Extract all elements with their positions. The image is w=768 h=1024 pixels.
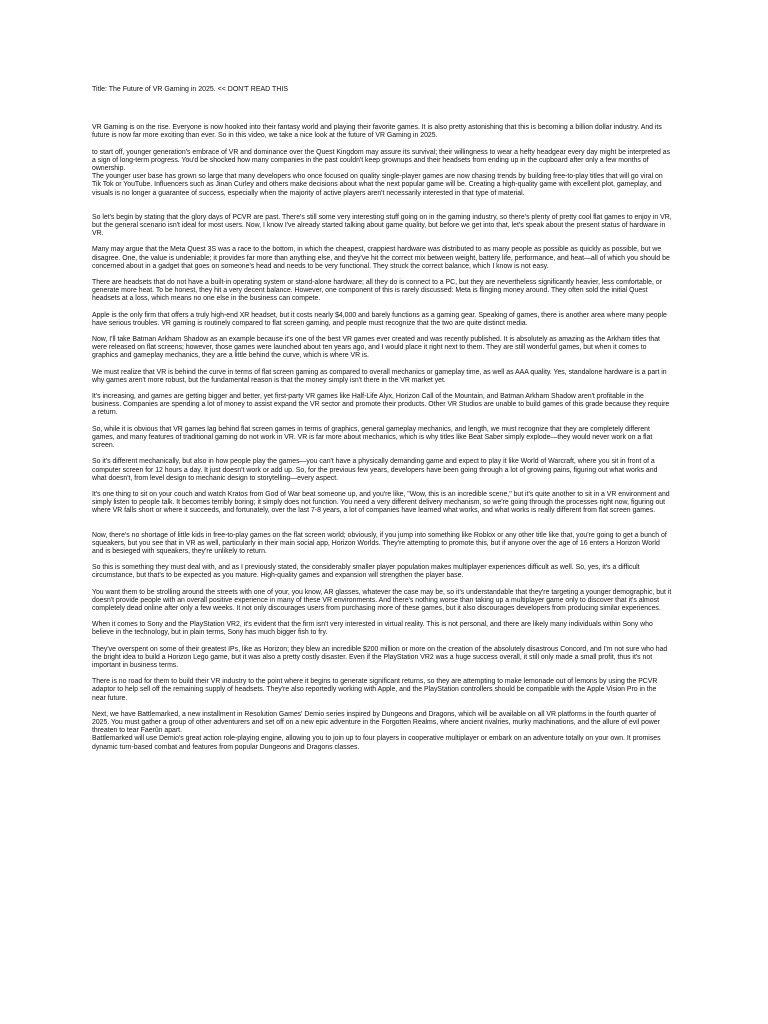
paragraph-apple: Apple is the only firm that offers a truly high-end XR headset, but it costs nearly $4,000 and barely functions as a gaming gear. Speaking of games, there is another area where many people have serious troubles. VR gaming is routinely compared to flat screen gaming, and people must recognize that the two are quite distinct media. <box>92 311 667 327</box>
paragraph-sony: When it comes to Sony and the PlayStation VR2, it's evident that the firm isn't very interested in virtual reality. This is not personal, and there are likely many individuals within Sony who believe in the technology, but in plain terms, Sony has much bigger fish to fry. <box>92 621 653 637</box>
paragraph-battlemarked <box>92 711 672 752</box>
document-title: Title: The Future of VR Gaming in 2025. << DON'T READ THIS <box>92 86 288 93</box>
paragraph-first-party-games: It's increasing, and games are getting bigger and better, yet first-party VR games like Half-Life Alyx, Horizon Call of the Mountain, and Batman Arkham Shadow aren't profitable in the business. Companies are spending a lot of money to assist expand the VR sector and promote their products. Other VR Studios are unable to build games of this grade because they require a return. <box>92 393 670 417</box>
document-page <box>92 86 672 760</box>
paragraph-pcvr-adaptor: There is no road for them to build their VR industry to the point where it begins to generate significant returns, so they are attempting to make lemonade out of lemons by using the PCVR adaptor to help sell off the remaining supply of headsets. They're also reportedly working with Apple, and the PlayStation controllers should be compatible with the Apple Vision Pro in the near future. <box>92 678 658 702</box>
paragraph-overspent: They've overspent on some of their greatest IPs, like as Horizon; they blew an incredible $200 million or more on the creation of the absolutely disastrous Concord, and I'm not sure who had the bright idea to build a Horizon Lego game, but it was also a pretty costly disaster. Even if the PlayStation VR2 was a huge success overall, it still only made a small profit, thus it's not important in business terms. <box>92 645 668 669</box>
paragraph-younger-generation-part-2: The younger user base has grown so large that many developers who once focused on quality single-player games are now chasing trends by building free-to-play titles that will go viral on Tik Tok or YouTube. Influencers such as Jinan Curley and others make decisions about what the next popular game will be. Creating a high-quality game with excellent plot, gameplay, and visuals is no longer a guarantee of success, especially when the majority of active players aren't necessarily interested in that type of material. <box>92 173 663 197</box>
paragraph-mechanics: So it's different mechanically, but also in how people play the games—you can't have a physically demanding game and expect to play it like World of Warcraft, where you sit in front of a computer screen for 12 hours a day. It just doesn't work or add up. So, for the previous few years, developers have been going through a lot of growing pains, figuring out what works and what doesn't, from level design to mechanic design to storytelling—every aspect. <box>92 458 658 482</box>
paragraph-battlemarked-part-2: Battlemarked will use Demio's great action role-playing engine, allowing you to join up to four players in cooperative multiplayer or embark on an adventure totally on your own. It promises dynamic turn-based combat and features from popular Dungeons and Dragons classes. <box>92 735 661 751</box>
paragraph-kratos: It's one thing to sit on your couch and watch Kratos from God of War beat someone up, and you're like, "Wow, this is an incredible scene," but it's quite another to sit in a VR environment and simply listen to people talk. It becomes terribly boring; it simply does not function. You need a very different delivery mechanism, so we're going through the processes right now, figuring out where VR falls short or where it succeeds, and fortunately, over the last 7-8 years, a lot of companies have learned what works, and what works is really different from flat screen games. <box>92 490 670 515</box>
paragraph-intro: VR Gaming is on the rise. Everyone is now hooked into their fantasy world and playing their favorite games. It is also pretty astonishing that this is becoming a billion dollar industry. And its future is now far more exciting than ever. So in this video, we take a nice look at the future of VR Gaming in 2025. <box>92 124 662 140</box>
paragraph-squeakers: Now, there's no shortage of little kids in free-to-play games on the flat screen world; obviously, if you jump into something like Roblox or any other title like that, you're going to get a bunch of squeakers, but you see that in VR as well, particularly in their main social app, Horizon Worlds. They're attempting to promote this, but if anyone over the age of 16 enters a Horizon World and is besieged with squeakers, they're unlikely to return. <box>92 531 667 555</box>
paragraph-multiplayer: So this is something they must deal with, and as I previously stated, the considerably smaller player population makes multiplayer experiences difficult as well. So, yes, it's a difficult circumstance, but that's to be expected as you mature. High-quality games and expansion will strengthen the player base. <box>92 564 640 580</box>
paragraph-pc-headsets: There are headsets that do not have a built-in operating system or stand-alone hardware; all they do is connect to a PC, but they are nevertheless significantly heavier, less comfortable, or generate more heat. To be honest, they hit a very decent balance. However, one component of this is rarely discussed: Meta is flinging money around. They often sold the initial Quest headsets at a loss, which means no one else in the business can compete. <box>92 279 662 303</box>
paragraph-vr-behind-curve: We must realize that VR is behind the curve in terms of flat screen gaming as compared to overall mechanics or gameplay time, as well as AAA quality. Yes, standalone hardware is a part in why games aren't more robust, but the fundamental reason is that the money simply isn't there in the VR market yet. <box>92 368 667 384</box>
paragraph-batman-arkham-shadow: Now, I'll take Batman Arkham Shadow as an example because it's one of the best VR games ever created and was recently published. It is absolutely as amazing as the Arkham titles that were released on flat screens; however, those games were launched about ten years ago, and I would place it right next to them. They are still wonderful games, but when it comes to graphics and gameplay mechanics, they are a little behind the curve, which is where VR is. <box>92 336 660 360</box>
paragraph-pcvr-past: So let's begin by stating that the glory days of PCVR are past. There's still some very interesting stuff going on in the gaming industry, so there's plenty of pretty cool flat games to enjoy in VR, but the general scenario isn't ideal for most users. Now, I know I've already started talking about game quality, but before we get into that, let's speak about the present status of hardware in VR. <box>92 213 672 238</box>
paragraph-younger-generation-part-1: to start off, younger generation's embrace of VR and dominance over the Quest Kingdom may assure its survival; their willingness to wear a hefty headgear every day might be interpreted as a sign of long-term progress. You'd be shocked how many companies in the past couldn't keep grownups and their headsets from ending up in the cupboard after only a few months of ownership. <box>92 148 671 173</box>
paragraph-different-games: So, while it is obvious that VR games lag behind flat screen games in terms of graphics, general gameplay mechanics, and length, we must recognize that they are completely different games, and many features of traditional gaming do not work in VR. VR is far more about mechanics, which is why titles like Beat Saber simply explode—they would never work on a flat screen. <box>92 425 653 450</box>
paragraph-meta-quest-3s: Many may argue that the Meta Quest 3S was a race to the bottom, in which the cheapest, crappiest hardware was distributed to as many people as possible as quickly as possible, but we disagree. One, the value is undeniable; it provides far more than anything else, and they've hit the correct mix between weight, battery life, performance, and heat—all of which you should be concerned about in a gadget that goes on someone's head and needs to be very functional. They struck the correct balance, which I know is not easy. <box>92 246 670 270</box>
paragraph-ar-glasses: You want them to be strolling around the streets with one of your, you know, AR glasses, whatever the case may be, so it's understandable that they're targeting a younger demographic, but it doesn't provide people with an overall positive experience in many of these VR environments. And there's nothing worse than taking up a multiplayer game only to discover that it's almost completely dead online after only a few weeks. It not only discourages users from purchasing more of these games, but it also discourages developers from producing similar experiences. <box>92 588 672 612</box>
paragraph-younger-generation <box>92 149 672 198</box>
paragraph-battlemarked-part-1: Next, we have Battlemarked, a new installment in Resolution Games' Demio series inspired by Dungeons and Dragons, which will be available on all VR platforms in the fourth quarter of 2025. You must gather a group of other adventurers and set off on a new epic adventure in the Forgotten Realms, where ancient rivalries, murky machinations, and the allure of evil power threaten to tear Faerûn apart. <box>92 710 660 735</box>
